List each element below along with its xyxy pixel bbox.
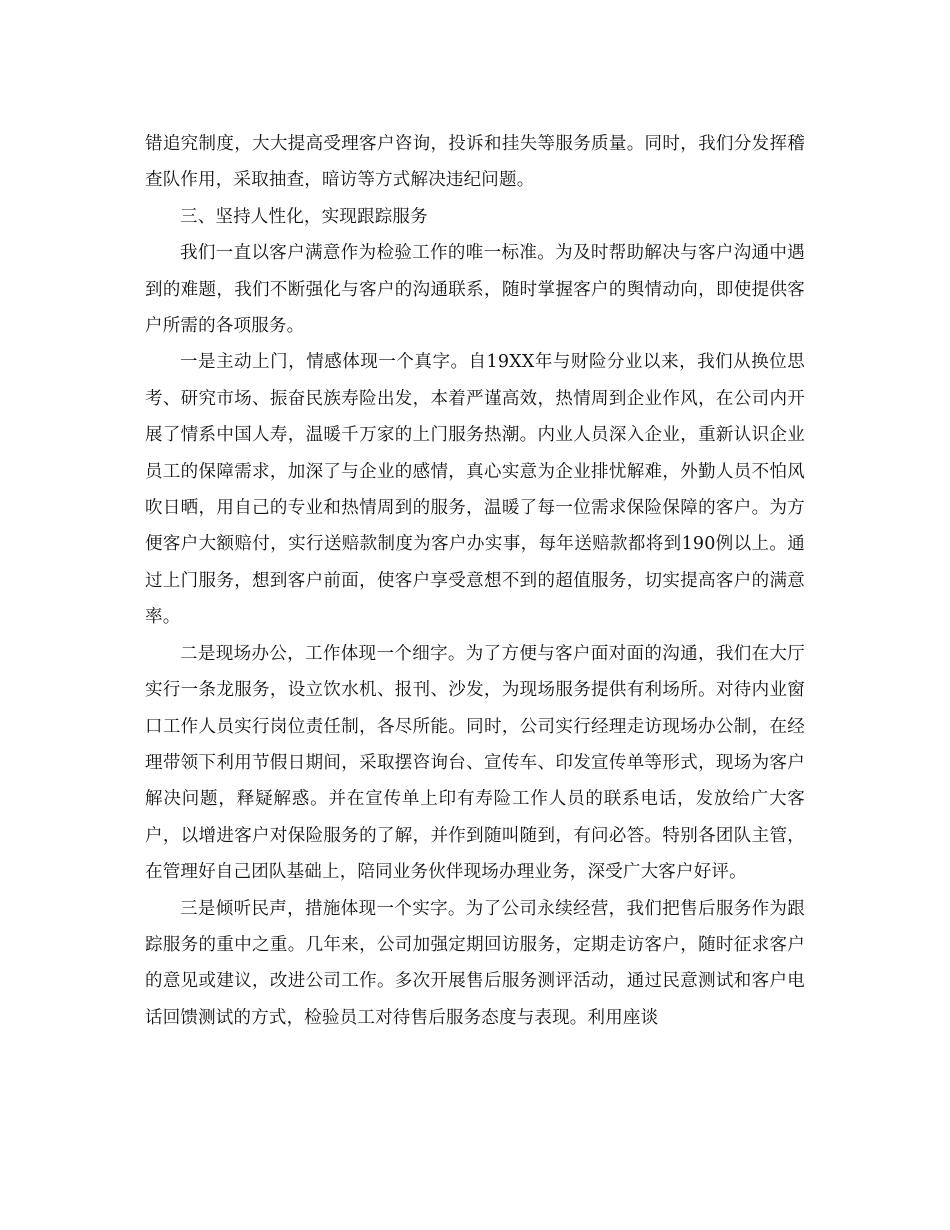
section-heading: 三、坚持人性化，实现跟踪服务 — [180, 206, 428, 227]
paragraph-intro: 我们一直以客户满意作为检验工作的唯一标准。为及时帮助解决与客户沟通中遇到的难题，我们不断强化与客户的沟通联系，随时掌握客户的舆情动向，即使提供客户所需的各项服务。 — [145, 243, 805, 337]
document-body — [145, 126, 805, 1036]
paragraph-point-one: 一是主动上门，情感体现一个真字。自19XX年与财险分业以来，我们从换位思考、研究市场、振奋民族寿险出发，本着严谨高效，热情周到企业作风，在公司内开展了情系中国人寿，温暖千万家的上门服务热潮。内业人员深入企业，重新认识企业员工的保障需求，加深了与企业的感情，真心实意为企业排忧解难，外勤人员不怕风吹日晒，用自己的专业和热情周到的服务，温暖了每一位需求保险保障的客户。为方便客户大额赔付，实行送赔款制度为客户办实事，每年送赔款都将到190例以上。通过上门服务，想到客户前面，使客户享受意想不到的超值服务，切实提高客户的满意率。 — [145, 352, 805, 628]
paragraph-point-three: 三是倾听民声，措施体现一个实字。为了公司永续经营，我们把售后服务作为跟踪服务的重中之重。几年来，公司加强定期回访服务，定期走访客户，随时征求客户的意见或建议，改进公司工作。多次开展售后服务测评活动，通过民意测试和客户电话回馈测试的方式，检验员工对待售后服务态度与表现。利用座谈 — [145, 898, 805, 1028]
paragraph-continuation: 错追究制度，大大提高受理客户咨询，投诉和挂失等服务质量。同时，我们分发挥稽查队作用，采取抽查，暗访等方式解决违纪问题。 — [145, 134, 805, 191]
paragraph-point-two: 二是现场办公，工作体现一个细字。为了方便与客户面对面的沟通，我们在大厅实行一条龙服务，设立饮水机、报刊、沙发，为现场服务提供有利场所。对待内业窗口工作人员实行岗位责任制，各尽所能。同时，公司实行经理走访现场办公制，在经理带领下利用节假日期间，采取摆咨询台、宣传车、印发宣传单等形式，现场为客户解决问题，释疑解惑。并在宣传单上印有寿险工作人员的联系电话，发放给广大客户，以增进客户对保险服务的了解，并作到随叫随到，有问必答。特别各团队主管，在管理好自己团队基础上，陪同业务伙伴现场办理业务，深受广大客户好评。 — [145, 643, 805, 883]
